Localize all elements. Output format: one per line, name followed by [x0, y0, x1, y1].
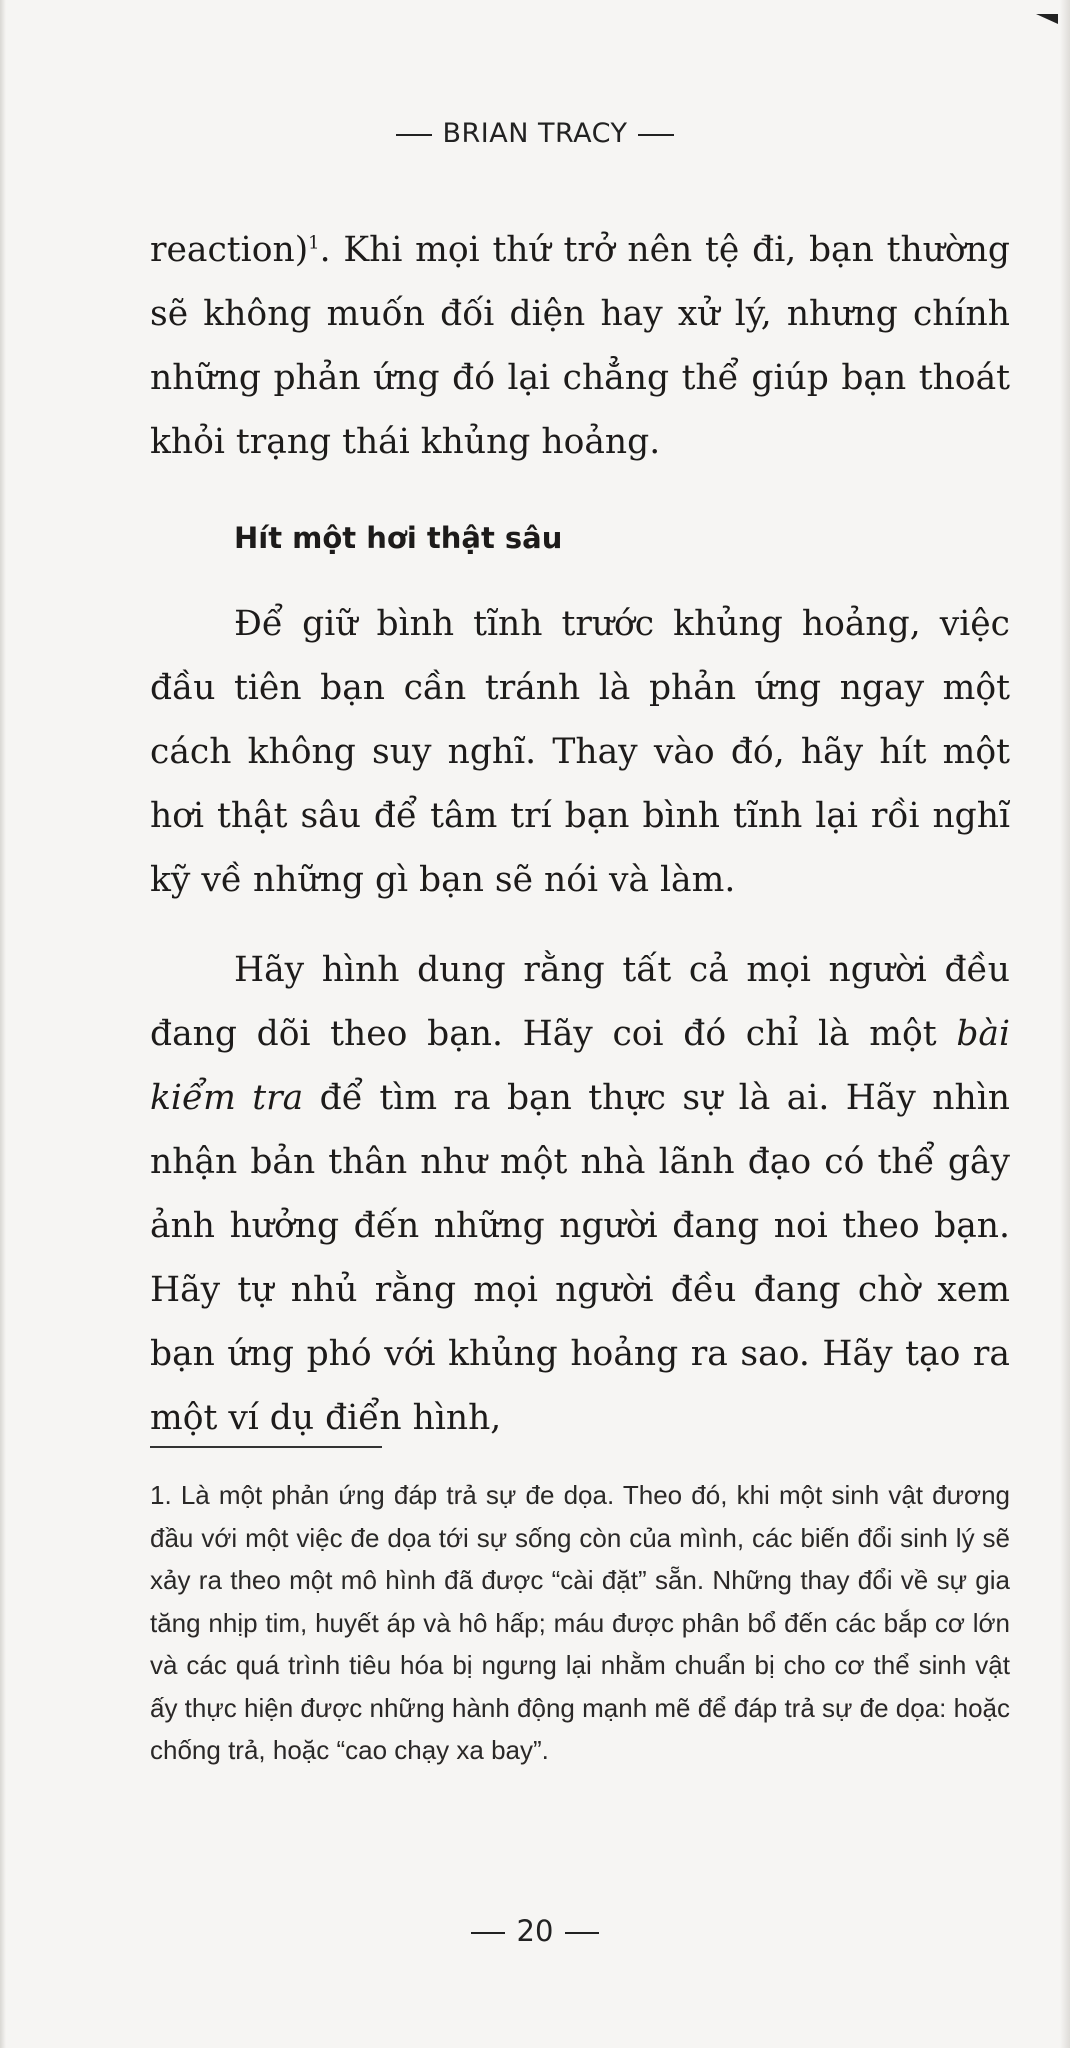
- page-number: [0, 1914, 1070, 1948]
- paragraph-1-rest: . Khi mọi thứ trở nên tệ đi, bạn thường sẽ không muốn đối diện hay xử lý, nhưng chính những phản ứng đó lại chẳng thể giúp bạn thoát khỏi trạng thái khủng hoảng.: [150, 230, 1010, 462]
- footnote: [150, 1474, 1010, 1772]
- paragraph-1: [150, 218, 1010, 474]
- section-heading: Hít một hơi thật sâu: [234, 521, 563, 555]
- paragraph-3: [150, 938, 1010, 1450]
- paragraph-2: Để giữ bình tĩnh trước khủng hoảng, việc đầu tiên bạn cần tránh là phản ứng ngay một cách không suy nghĩ. Thay vào đó, hãy hít một hơi thật sâu để tâm trí bạn bình tĩnh lại rồi nghĩ kỹ về những gì bạn sẽ nói và làm.: [150, 604, 1010, 900]
- page-edge-left: [0, 0, 6, 2048]
- running-head-text: BRIAN TRACY: [442, 118, 628, 149]
- page-number-text: 20: [516, 1914, 554, 1948]
- footnote-rule: [150, 1446, 382, 1448]
- page-number-dash-left: [471, 1932, 505, 1934]
- paragraph-1-start: reaction): [150, 230, 309, 270]
- paragraph-3-italic: bài kiểm tra: [150, 1014, 1010, 1118]
- paragraph-3-rest: để tìm ra bạn thực sự là ai. Hãy nhìn nhận bản thân như một nhà lãnh đạo có thể gây ảnh hưởng đến những người đang noi theo bạn. Hãy tự nhủ rằng mọi người đều đang chờ xem bạn ứng phó với khủng hoảng ra sao. Hãy tạo ra một ví dụ điển hình,: [150, 1078, 1010, 1438]
- footnote-text: 1. Là một phản ứng đáp trả sự đe dọa. Theo đó, khi một sinh vật đương đầu với một việc đe dọa tới sự sống còn của mình, các biến đổi sinh lý sẽ xảy ra theo một mô hình đã được “cài đặt” sẵn. Những thay đổi về sự gia tăng nhịp tim, huyết áp và hô hấp; máu được phân bổ đến các bắp cơ lớn và các quá trình tiêu hóa bị ngưng lại nhằm chuẩn bị cho cơ thể sinh vật ấy thực hiện được những hành động mạnh mẽ để đáp trả sự đe dọa: hoặc chống trả, hoặc “cao chạy xa bay”.: [150, 1480, 1011, 1765]
- footnote-ref: 1: [308, 232, 320, 254]
- page-number-dash-right: [565, 1932, 599, 1934]
- body-text: [150, 218, 1010, 1450]
- paragraph-3-start: Hãy hình dung rằng tất cả mọi người đều đang dõi theo bạn. Hãy coi đó chỉ là một: [150, 950, 1010, 1054]
- page-edge-right: [1060, 0, 1070, 2048]
- corner-mark: [1036, 14, 1058, 24]
- running-head-dash-right: [638, 134, 674, 136]
- running-head-dash-left: [396, 134, 432, 136]
- running-head: [0, 118, 1070, 149]
